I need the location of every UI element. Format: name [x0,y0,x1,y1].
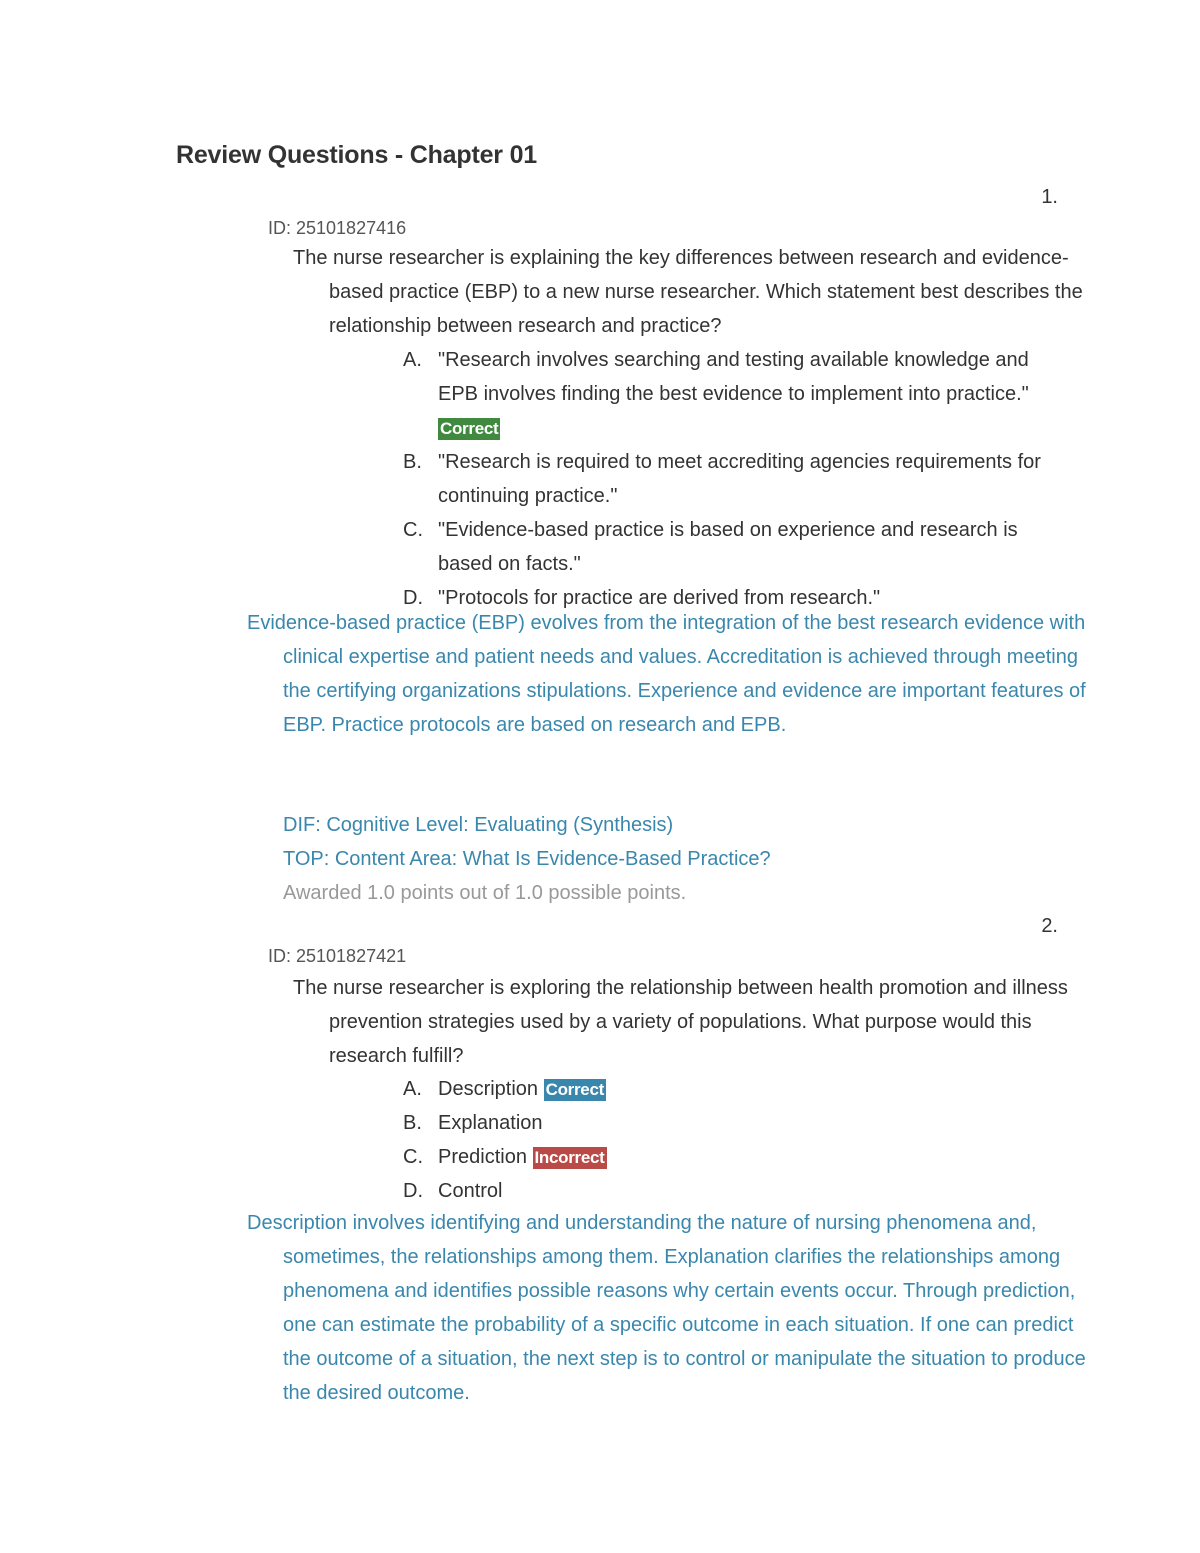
answer-option-c [403,513,1063,581]
option-letter: B. [403,1112,422,1134]
question-id: ID: 25101827421 [268,946,407,966]
option-text: Control [438,1180,503,1202]
answer-option-a [403,343,1063,445]
page-title: Review Questions - Chapter 01 [176,141,537,169]
difficulty-level: DIF: Cognitive Level: Evaluating (Synthesis) [283,814,674,836]
option-letter: A. [403,1078,422,1100]
answer-option-b [403,1106,1063,1140]
rationale-text: Description involves identifying and understanding the nature of nursing phenomena and, sometimes, the relationships among them. Explanation clarifies the relationships among phenomena and identifies possible reasons why certain events occur. Through prediction, one can estimate the probability of a specific outcome in each situation. If one can predict the outcome of a situation, the next step is to control or manipulate the situation to produce the desired outcome. [247,1212,1086,1404]
option-text: Explanation [438,1112,543,1134]
option-letter: D. [403,587,423,609]
question-id: ID: 25101827416 [268,218,407,238]
rationale-text: Evidence-based practice (EBP) evolves from the integration of the best research evidence with clinical expertise and patient needs and values. Accreditation is achieved through meeting the certifying organizations stipulations. Experience and evidence are important features of EBP. Practice protocols are based on research and EPB. [247,612,1086,736]
incorrect-badge: Incorrect [534,1148,605,1167]
option-text: "Research involves searching and testing available knowledge and EPB involves finding the best evidence to implement into practice." [438,349,1029,405]
option-letter: C. [403,1146,423,1168]
option-text: "Evidence-based practice is based on experience and research is based on facts." [438,519,1018,575]
option-letter: D. [403,1180,423,1202]
question-stem: The nurse researcher is exploring the relationship between health promotion and illness prevention strategies used by a variety of populations. What purpose would this research fulfill? [293,977,1068,1067]
answer-option-b [403,445,1063,513]
answer-option-a [403,1072,1063,1106]
correct-badge: Correct [440,419,499,438]
option-letter: A. [403,349,422,371]
option-text: Description [438,1078,539,1100]
question-stem: The nurse researcher is explaining the key differences between research and evidence-based practice (EBP) to a new nurse researcher. Which statement best describes the relationship between research and practice? [293,247,1083,337]
answer-option-d [403,1174,1063,1208]
option-text: Prediction [438,1146,527,1168]
correct-badge: Correct [545,1080,604,1099]
answer-option-c [403,1140,1063,1174]
answer-options [403,343,1063,615]
answer-options [403,1072,1063,1208]
option-text: "Research is required to meet accrediting agencies requirements for continuing practice." [438,451,1041,507]
points-awarded: Awarded 1.0 points out of 1.0 possible points. [283,882,687,904]
option-letter: B. [403,451,422,473]
option-text: "Protocols for practice are derived from research." [438,587,881,609]
option-letter: C. [403,519,423,541]
question-number: 1. [1041,186,1058,208]
question-number: 2. [1041,915,1058,937]
topic-area: TOP: Content Area: What Is Evidence-Based Practice? [283,848,771,870]
